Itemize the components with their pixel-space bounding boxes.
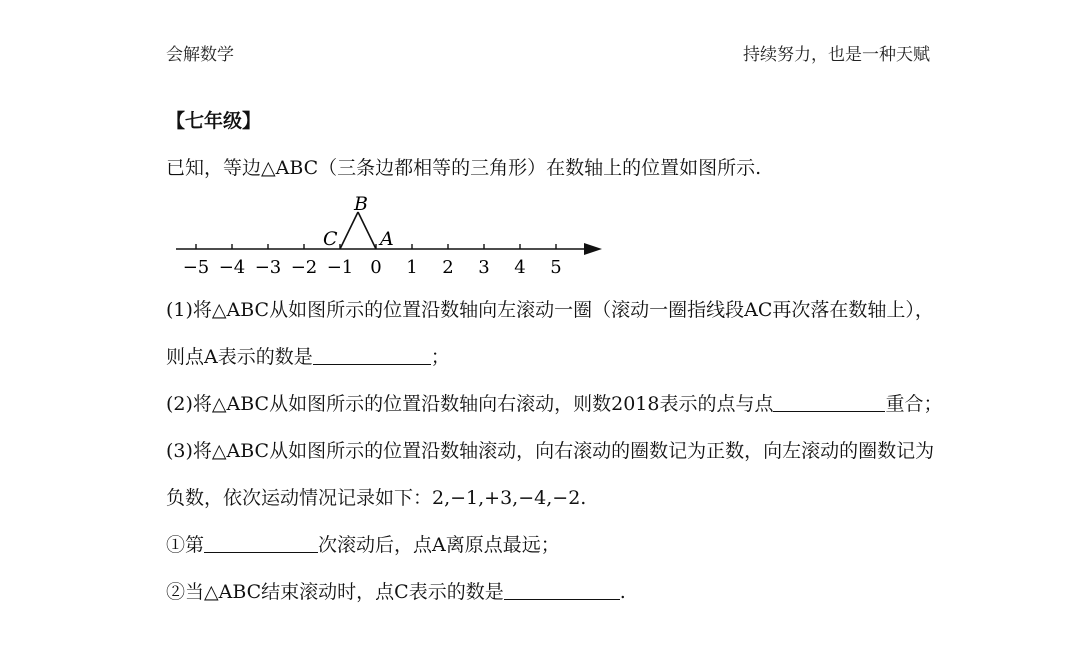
q1-answer-blank[interactable] xyxy=(313,344,431,365)
sub2-prompt: ②当△ABC结束滚动时，点C表示的数是 xyxy=(166,581,504,603)
tick-label: −1 xyxy=(326,257,354,278)
q2-answer-blank[interactable] xyxy=(773,391,885,412)
tick-label: 3 xyxy=(478,257,490,278)
q1-end: ； xyxy=(430,346,450,368)
q3-line2: 负数，依次运动情况记录如下：2,−1,+3,−4,−2. xyxy=(166,487,587,509)
tick-label: −2 xyxy=(290,257,318,278)
sub1-prompt: ①第 xyxy=(166,534,205,556)
grade-title: 【七年级】 xyxy=(166,110,262,132)
header-left: 会解数学 xyxy=(166,45,234,65)
tick-label: −5 xyxy=(182,257,210,278)
q1-line2 xyxy=(166,344,450,370)
label-c: C xyxy=(323,228,338,250)
sub1-answer-blank[interactable] xyxy=(204,532,318,553)
sub2-answer-blank[interactable] xyxy=(504,579,620,600)
intro-text: 已知，等边△ABC（三条边都相等的三角形）在数轴上的位置如图所示. xyxy=(166,157,762,179)
tick-label: −3 xyxy=(254,257,282,278)
triangle-side-ba xyxy=(358,212,376,249)
label-b: B xyxy=(354,193,368,215)
header-right: 持续努力，也是一种天赋 xyxy=(743,45,930,65)
sub2-end: . xyxy=(619,581,626,603)
q2-end: 重合； xyxy=(885,393,943,415)
tick-label: 5 xyxy=(550,257,562,278)
tick-label: 2 xyxy=(442,257,454,278)
sub1-end: 次滚动后，点A离原点最远； xyxy=(318,534,560,556)
q1-line1: (1)将△ABC从如图所示的位置沿数轴向左滚动一圈（滚动一圈指线段AC再次落在数轴上）， xyxy=(166,299,934,321)
number-line-figure xyxy=(170,192,610,282)
q3-line1: (3)将△ABC从如图所示的位置沿数轴滚动，向右滚动的圈数记为正数，向左滚动的圈数记为 xyxy=(166,440,935,462)
q2-prompt: (2)将△ABC从如图所示的位置沿数轴向右滚动，则数2018表示的点与点 xyxy=(166,393,774,415)
tick-label: 1 xyxy=(406,257,418,278)
tick-label: −4 xyxy=(218,257,246,278)
label-a: A xyxy=(380,228,394,250)
q2-line xyxy=(166,391,942,417)
sub1-line xyxy=(166,532,560,558)
q1-prompt: 则点A表示的数是 xyxy=(166,346,313,368)
sub2-line xyxy=(166,579,626,605)
axis-arrow-icon xyxy=(584,243,602,255)
tick-label: 0 xyxy=(370,257,382,278)
triangle-side-cb xyxy=(340,212,358,249)
tick-label: 4 xyxy=(514,257,526,278)
